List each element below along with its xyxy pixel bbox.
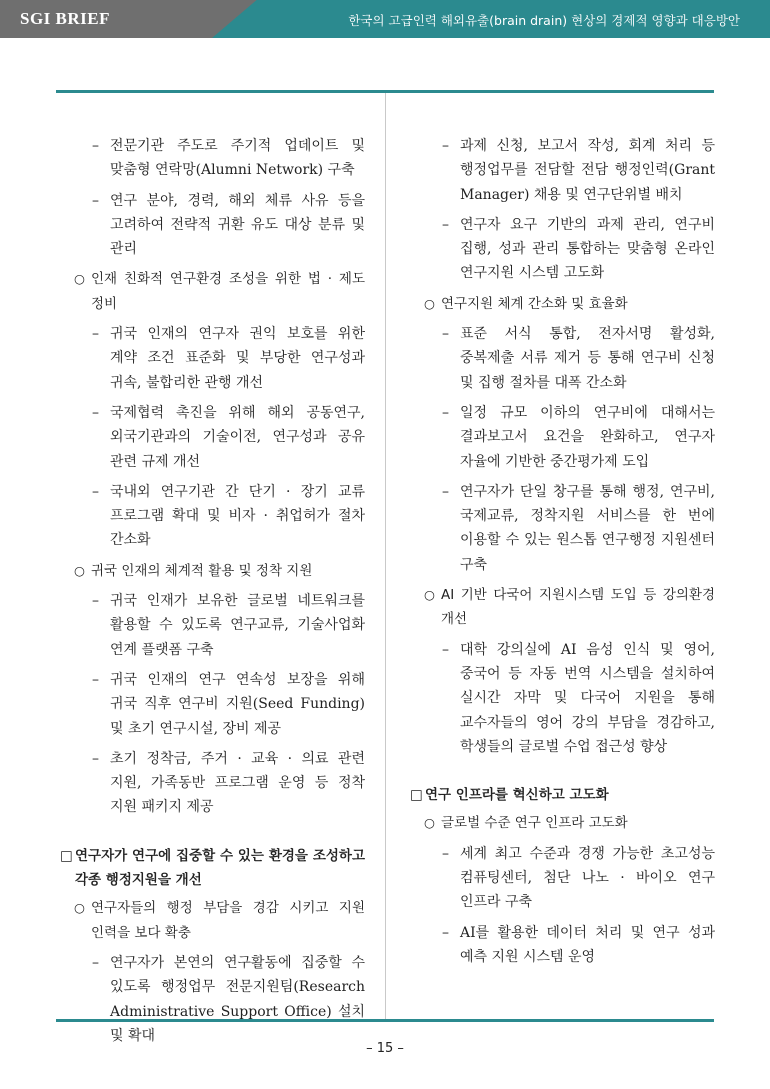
bullet-circle-heading: ○ 연구지원 체계 간소화 및 효율화 (410, 292, 715, 316)
section-heading: □ 연구자가 연구에 집중할 수 있는 환경을 조성하고 각종 행정지원을 개선 (60, 844, 365, 893)
bullet-dash: – 전문기관 주도로 주기적 업데이트 및 맞춤형 연락망(Alumni Network) 구축 (60, 134, 365, 183)
document-title: 한국의 고급인력 해외유출(brain drain) 현상의 경제적 영향과 대응방안 (348, 13, 740, 28)
section-heading: □ 연구 인프라를 혁신하고 고도화 (410, 783, 715, 807)
bullet-circle-heading: ○ AI 기반 다국어 지원시스템 도입 등 강의환경 개선 (410, 583, 715, 632)
bullet-dash: – 국내외 연구기관 간 단기 · 장기 교류 프로그램 확대 및 비자 · 취업허가 절차 간소화 (60, 480, 365, 553)
bullet-dash: – 초기 정착금, 주거 · 교육 · 의료 관련 지원, 가족동반 프로그램 운영 등 정착 지원 패키지 제공 (60, 747, 365, 820)
bullet-dash: – 귀국 인재의 연구 연속성 보장을 위해 귀국 직후 연구비 지원(Seed Funding) 및 초기 연구시설, 장비 제공 (60, 668, 365, 741)
right-column (410, 134, 715, 975)
column-divider (385, 93, 386, 1019)
bullet-dash: – AI를 활용한 데이터 처리 및 연구 성과 예측 지원 시스템 운영 (410, 921, 715, 970)
bullet-circle-heading: ○ 귀국 인재의 체계적 활용 및 정착 지원 (60, 559, 365, 583)
bullet-circle-heading: ○ 연구자들의 행정 부담을 경감 시키고 지원 인력을 보다 확충 (60, 896, 365, 945)
bullet-dash: – 귀국 인재의 연구자 권익 보호를 위한 계약 조건 표준화 및 부당한 연구성과 귀속, 불합리한 관행 개선 (60, 322, 365, 395)
bullet-dash: – 연구자가 본연의 연구활동에 집중할 수 있도록 행정업무 전문지원팀(Research Administrative Support Office) 설치 및 확대 (60, 951, 365, 1048)
brand-label: SGI BRIEF (20, 9, 110, 28)
bullet-dash: – 표준 서식 통합, 전자서명 활성화, 중복제출 서류 제거 등 통해 연구비 신청 및 집행 절차를 대폭 간소화 (410, 322, 715, 395)
bullet-dash: – 세계 최고 수준과 경쟁 가능한 초고성능 컴퓨팅센터, 첨단 나노 · 바이오 연구 인프라 구축 (410, 842, 715, 915)
bullet-dash: – 국제협력 촉진을 위해 해외 공동연구, 외국기관과의 기술이전, 연구성과 공유 관련 규제 개선 (60, 401, 365, 474)
bullet-dash: – 대학 강의실에 AI 음성 인식 및 영어, 중국어 등 자동 번역 시스템을 설치하여 실시간 자막 및 다국어 지원을 통해 교수자들의 영어 강의 부담을 경감하고, 학생들의 글로벌 수업 접근성 향상 (410, 638, 715, 759)
bullet-circle-heading: ○ 인재 친화적 연구환경 조성을 위한 법 · 제도 정비 (60, 267, 365, 316)
bullet-dash: – 연구 분야, 경력, 해외 체류 사유 등을 고려하여 전략적 귀환 유도 대상 분류 및 관리 (60, 189, 365, 262)
bullet-dash: – 연구자 요구 기반의 과제 관리, 연구비 집행, 성과 관리 통합하는 맞춤형 온라인 연구지원 시스템 고도화 (410, 213, 715, 286)
left-column (60, 134, 365, 1054)
bullet-dash: – 일정 규모 이하의 연구비에 대해서는 결과보고서 요건을 완화하고, 연구자 자율에 기반한 중간평가제 도입 (410, 401, 715, 474)
page-header (0, 0, 770, 38)
bullet-circle-heading: ○ 글로벌 수준 연구 인프라 고도화 (410, 811, 715, 835)
bullet-dash: – 과제 신청, 보고서 작성, 회계 처리 등 행정업무를 전담할 전담 행정인력(Grant Manager) 채용 및 연구단위별 배치 (410, 134, 715, 207)
bullet-dash: – 귀국 인재가 보유한 글로벌 네트워크를 활용할 수 있도록 연구교류, 기술사업화 연계 플랫폼 구축 (60, 589, 365, 662)
page-number: – 15 – (366, 1041, 404, 1056)
bottom-rule (56, 1019, 714, 1022)
bullet-dash: – 연구자가 단일 창구를 통해 행정, 연구비, 국제교류, 정착지원 서비스를 한 번에 이용할 수 있는 원스톱 연구행정 지원센터 구축 (410, 480, 715, 577)
